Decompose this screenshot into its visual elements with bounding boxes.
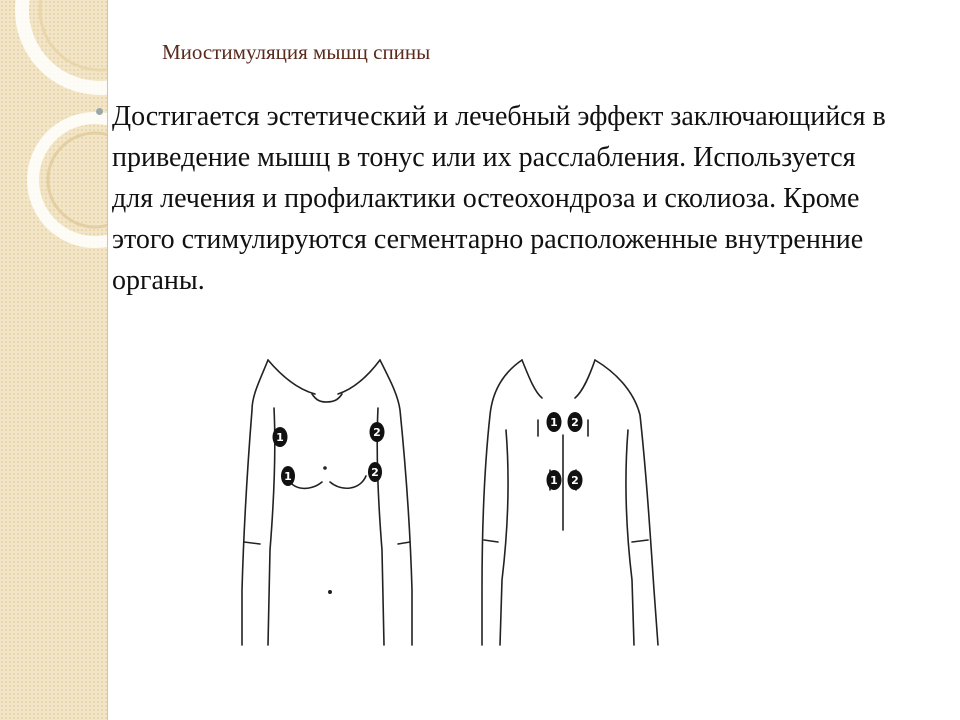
content-area xyxy=(112,96,892,301)
front-electrode-1-upper xyxy=(273,427,288,447)
back-electrode-1-lower xyxy=(547,470,562,490)
bullet-item xyxy=(112,96,892,301)
svg-text:2: 2 xyxy=(571,416,579,429)
front-electrode-2-lower xyxy=(368,462,382,482)
svg-text:1: 1 xyxy=(284,470,292,483)
svg-text:1: 1 xyxy=(550,474,558,487)
electrode-placement-illustration xyxy=(230,350,670,650)
back-electrode-2-upper xyxy=(568,412,583,432)
svg-text:2: 2 xyxy=(571,474,579,487)
front-chest-dot xyxy=(323,466,327,470)
svg-text:1: 1 xyxy=(550,416,558,429)
svg-text:1: 1 xyxy=(276,431,284,444)
front-electrode-2-upper xyxy=(370,422,385,442)
slide-title: Миостимуляция мышц спины xyxy=(162,40,431,64)
front-electrode-1-lower xyxy=(281,466,295,486)
svg-text:2: 2 xyxy=(373,426,381,439)
decorative-circles xyxy=(0,0,107,720)
bullet-text: Достигается эстетический и лечебный эффект заключающийся в приведение мышц в тонус или их расслабления. Используется для лечения и профилактики остеохондроза и сколиоза. Кроме этого стимулируются сегментарно расположенные внутренние органы. xyxy=(112,101,886,296)
bullet-dot-icon xyxy=(96,108,103,115)
back-electrode-2-lower xyxy=(568,470,583,490)
back-torso-outline xyxy=(482,360,658,645)
back-electrode-1-upper xyxy=(547,412,562,432)
navel-dot xyxy=(328,590,332,594)
front-torso-outline xyxy=(242,360,412,645)
decorative-side-strip xyxy=(0,0,108,720)
svg-text:2: 2 xyxy=(371,466,379,479)
